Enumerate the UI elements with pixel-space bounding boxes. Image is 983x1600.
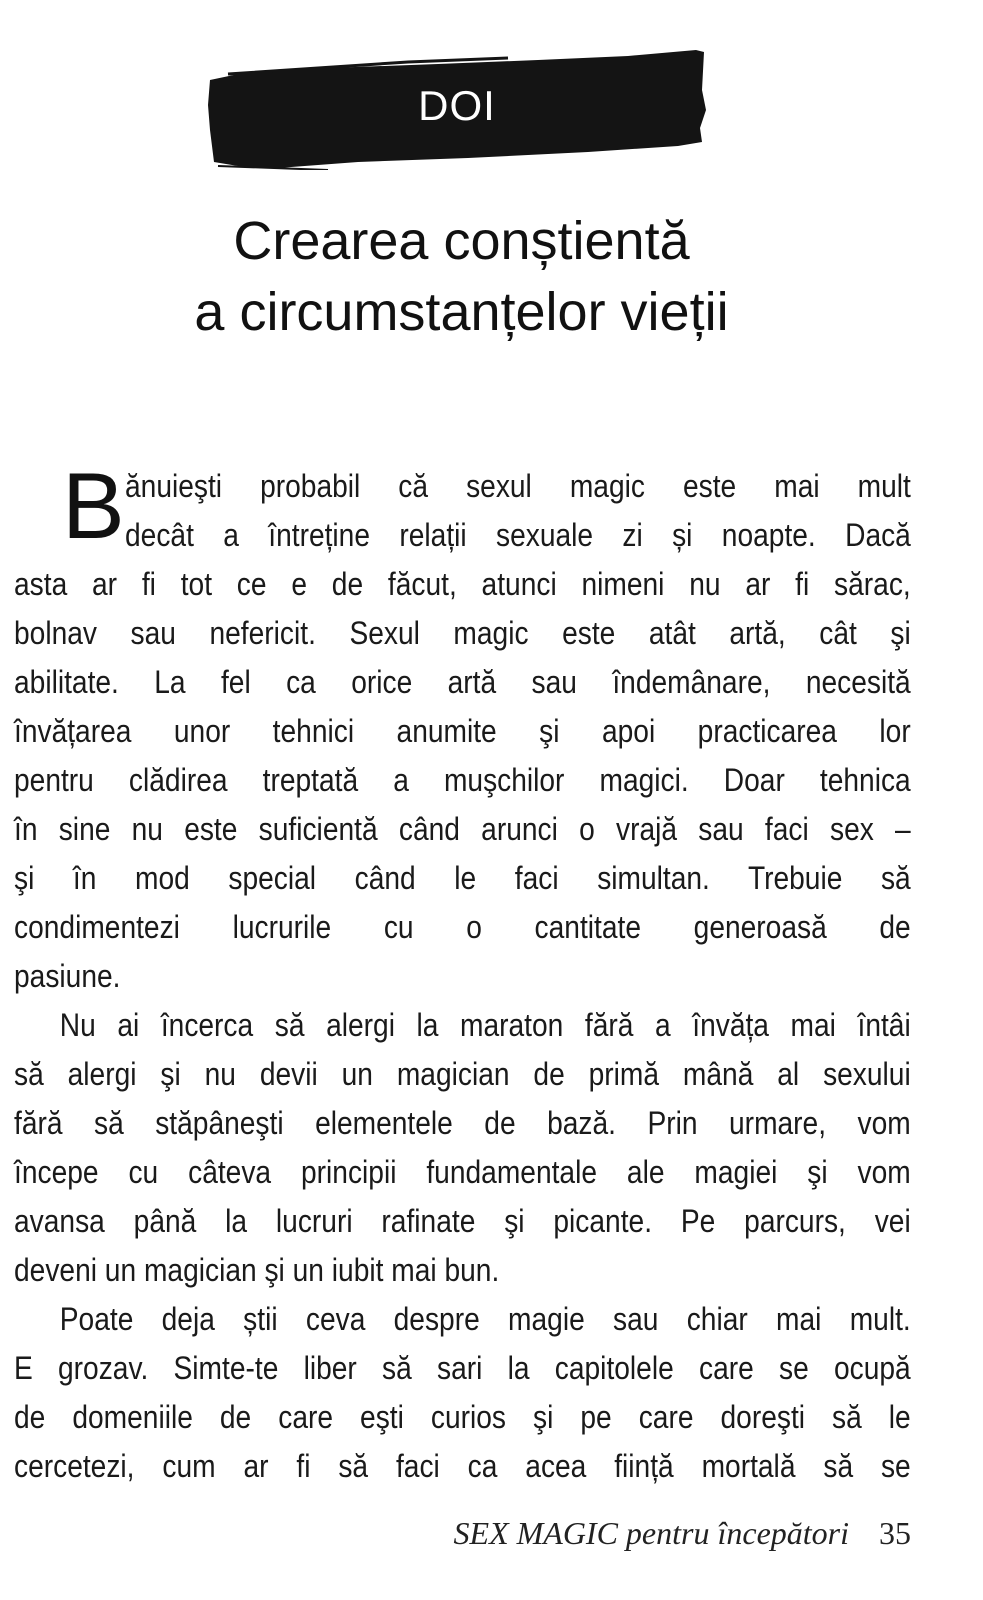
text-line: abilitate. La fel ca orice artă sau îndemânare, necesită — [14, 664, 911, 700]
text-line: deveni un magician şi un iubit mai bun. — [14, 1252, 500, 1288]
text-line: cercetezi, cum ar fi să faci ca acea ființă mortală să se — [14, 1448, 911, 1484]
text-line: fără să stăpâneşti elementele de bază. Prin urmare, vom — [14, 1105, 911, 1141]
text-line: Nu ai încerca să alergi la maraton fără a învăța mai întâi — [59, 1007, 911, 1043]
text-line: de domeniile de care eşti curios şi pe care doreşti să le — [14, 1399, 911, 1435]
text-line: bolnav sau nefericit. Sexul magic este atât artă, cât şi — [14, 615, 911, 651]
text-line: ănuieşti probabil că sexul magic este mai mult — [125, 468, 911, 504]
chapter-label: DOI — [418, 82, 496, 129]
chapter-title-line2: a circumstanțelor vieții — [194, 282, 729, 342]
running-footer-title: SEX MAGIC pentru începători — [453, 1515, 849, 1551]
text-line: Poate deja știi ceva despre magie sau chiar mai mult. — [59, 1301, 911, 1337]
chapter-banner — [208, 50, 706, 170]
page-footer — [454, 1515, 911, 1552]
text-line: E grozav. Simte-te liber să sari la capitolele care se ocupă — [14, 1350, 911, 1386]
text-line: pasiune. — [14, 958, 121, 994]
body-text — [14, 462, 911, 1491]
text-line: învățarea unor tehnici anumite şi apoi practicarea lor — [14, 713, 911, 749]
chapter-title-line1: Crearea conștientă — [233, 211, 690, 271]
text-line: decât a întreține relații sexuale zi și noapte. Dacă — [125, 517, 911, 553]
text-line: începe cu câteva principii fundamentale ale magiei şi vom — [14, 1154, 911, 1190]
text-line: să alergi şi nu devii un magician de primă mână al sexului — [14, 1056, 911, 1092]
drop-cap: B — [62, 453, 125, 558]
text-line: avansa până la lucruri rafinate şi picante. Pe parcurs, vei — [14, 1203, 911, 1239]
text-line: condimentezi lucrurile cu o cantitate generoasă de — [14, 909, 911, 945]
page-number: 35 — [879, 1515, 911, 1551]
text-line: în sine nu este suficientă când arunci o vrajă sau faci sex – — [14, 811, 911, 847]
text-line: asta ar fi tot ce e de făcut, atunci nimeni nu ar fi sărac, — [14, 566, 911, 602]
text-line: şi în mod special când le faci simultan. Trebuie să — [14, 860, 911, 896]
text-line: pentru clădirea treptată a muşchilor magici. Doar tehnica — [14, 762, 911, 798]
